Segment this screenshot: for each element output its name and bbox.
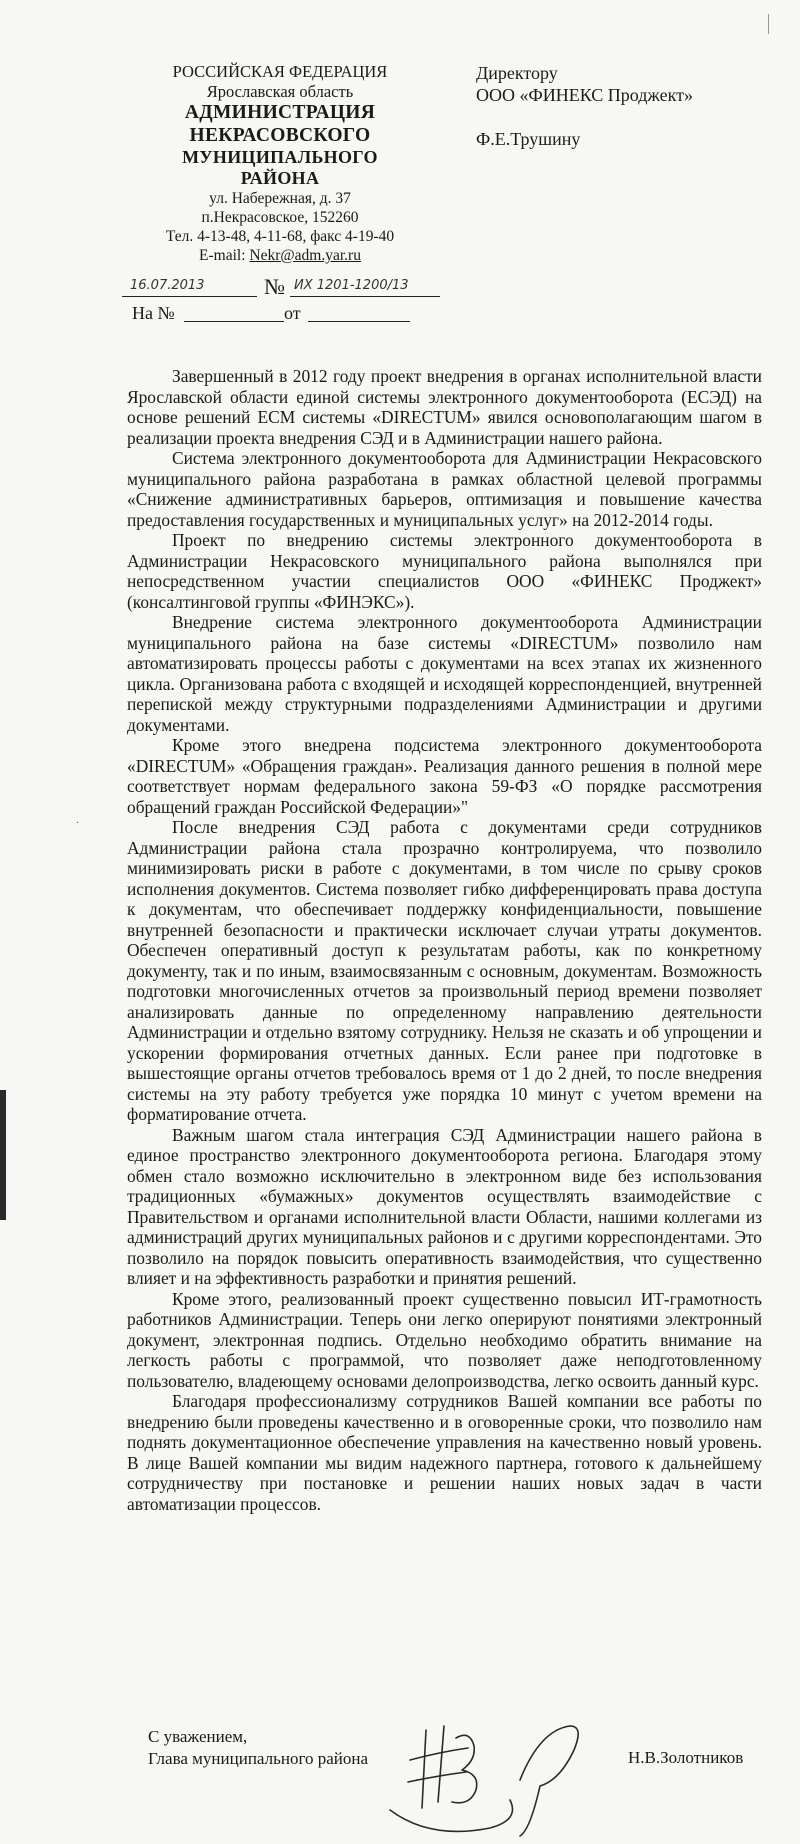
closing (148, 1726, 368, 1770)
letterhead (120, 62, 440, 265)
body-paragraph: Кроме этого, реализованный проект существенно повысил ИТ-грамотность работников Администрации. Теперь они легко оперируют понятиями электронный документ, электронная подпись. Отдельно необходимо обратить внимание на легкость работы с программой, что позволяет даже неподготовленному пользователю, владеющему основами делопроизводства, легко освоить данный курс. (127, 1288, 762, 1391)
email-line (120, 246, 440, 265)
registration-line (122, 276, 452, 300)
scan-mark (768, 14, 769, 34)
scan-dot: · (76, 818, 80, 829)
addressee (476, 62, 776, 150)
body-paragraph: После внедрения СЭД работа с документами среди сотрудников Администрации района стала прозрачно контролируема, что позволило минимизировать риски в работе с документами, в том числе по срыву сроков исполнения документов. Система позволяет гибко дифференцировать права доступа к документам, что обеспечивает поддержку конфиденциальности, повышение внутренней безопасности и практически исключает случаи утраты документов. Обеспечен оперативный доступ к результатам работы, как по конкретному документу, так и по иным, взаимосвязанным с основным, документам. Возможность подготовки многочисленных отчетов за произвольный период времени позволяет анализировать данные по определенному направлению деятельности Администрации и отдельно взятому сотруднику. Нельзя не сказать и об упрощении и ускорении формирования отчетных данных. Если ранее при подготовке в вышестоящие органы отчетов требовалось время от 1 до 2 дней, то после внедрения системы на эту работу требуется уже порядка 10 минут с учетом времени на форматирование отчета. (127, 817, 762, 1124)
handwritten-signature (370, 1690, 610, 1840)
org-name-line-1: АДМИНИСТРАЦИЯ (184, 102, 376, 123)
phone-fax: Тел. 4-13-48, 4-11-68, факс 4-19-40 (165, 228, 395, 245)
date-underline (122, 296, 257, 297)
addressee-name: Ф.Е.Трушину (476, 129, 581, 149)
org-name-line-2: НЕКРАСОВСКОГО (189, 125, 371, 146)
registration-number: ИХ 1201-1200/13 (294, 278, 409, 293)
closing-regards: С уважением, (148, 1727, 248, 1746)
body-paragraph: Проект по внедрению системы электронного документооборота в Администрации Некрасовского муниципального района выполнялся при непосредственном участии специалистов ООО «ФИНЕКС Проджект» (консалтинговой группы «ФИНЭКС»). (127, 530, 762, 612)
org-name-line-4: РАЙОНА (240, 168, 320, 188)
org-name-line-3: МУНИЦИПАЛЬНОГО (182, 147, 378, 167)
address-line-1: ул. Набережная, д. 37 (209, 190, 351, 207)
email-address: Nekr@adm.yar.ru (249, 247, 361, 264)
reference-label: На № (132, 303, 175, 323)
scan-edge-mark (0, 1090, 6, 1220)
reference-from-label: от (284, 303, 301, 323)
addressee-company: ООО «ФИНЕКС Проджект» (476, 85, 693, 105)
signer-name: Н.В.Золотников (628, 1748, 744, 1767)
addressee-position: Директору (476, 63, 558, 83)
body-paragraph: Важным шагом стала интеграция СЭД Администрации нашего района в единое пространство электронного документооборота региона. Благодаря этому обмен стало возможно исключительно в электронном виде без использования традиционных «бумажных» документов осуществлять взаимодействие с Правительством и органами исполнительной власти Области, нашими коллегами из администраций других муниципальных районов и с другими корреспондентами. Это позволило на порядок повысить оперативность взаимодействия, что существенно влияет и на эффективность разработки и принятия решений. (127, 1124, 762, 1288)
body-paragraph: Благодаря профессионализму сотрудников Вашей компании все работы по внедрению были проведены качественно и в оговоренные сроки, что позволило нам поднять документационное обеспечение управления на качественно новый уровень. В лице Вашей компании мы видим надежного партнера, готового к дальнейшему сотрудничеству при постановке и решении наших новых задач в части автоматизации процессов. (127, 1391, 762, 1514)
reference-number-blank (184, 321, 284, 322)
reference-date-blank (308, 321, 410, 322)
letter-body (127, 366, 762, 1514)
body-paragraph: Кроме этого внедрена подсистема электронного документооборота «DIRECTUM» «Обращения граждан». Реализация данного решения в полной мере соответствует нормам федерального закона 59-ФЗ «О порядке рассмотрения обращений граждан Российской Федерации»" (127, 735, 762, 817)
body-paragraph: Система электронного документооборота для Администрации Некрасовского муниципального района разработана в рамках областной целевой программы «Снижение административных барьеров, оптимизация и повышение качества предоставления государственных и муниципальных услуг» на 2012-2014 годы. (127, 448, 762, 530)
reference-line (132, 303, 432, 327)
signer-position: Глава муниципального района (148, 1749, 369, 1768)
country-name: РОССИЙСКАЯ ФЕДЕРАЦИЯ (172, 62, 388, 81)
registration-date: 16.07.2013 (130, 278, 205, 293)
email-label: E-mail: (199, 247, 250, 264)
body-paragraph: Внедрение система электронного документооборота Администрации муниципального района на базе системы «DIRECTUM» позволило нам автоматизировать процессы работы с документами на всех этапах их жизненного цикла. Организована работа с входящей и исходящей корреспонденцией, внутренней перепиской между структурными подразделениями Администрации и другими документами. (127, 612, 762, 735)
region-name: Ярославская область (206, 81, 354, 101)
address-line-2: п.Некрасовское, 152260 (201, 209, 359, 226)
number-underline (290, 296, 440, 297)
body-paragraph: Завершенный в 2012 году проект внедрения в органах исполнительной власти Ярославской области единой системы электронного документооборота (ЕСЭД) на основе решений ЕСМ системы «DIRECTUM» явился основополагающим шагом в реализации проекта внедрения СЭД и в Администрации нашего района. (127, 366, 762, 448)
number-sign: № (264, 274, 285, 299)
